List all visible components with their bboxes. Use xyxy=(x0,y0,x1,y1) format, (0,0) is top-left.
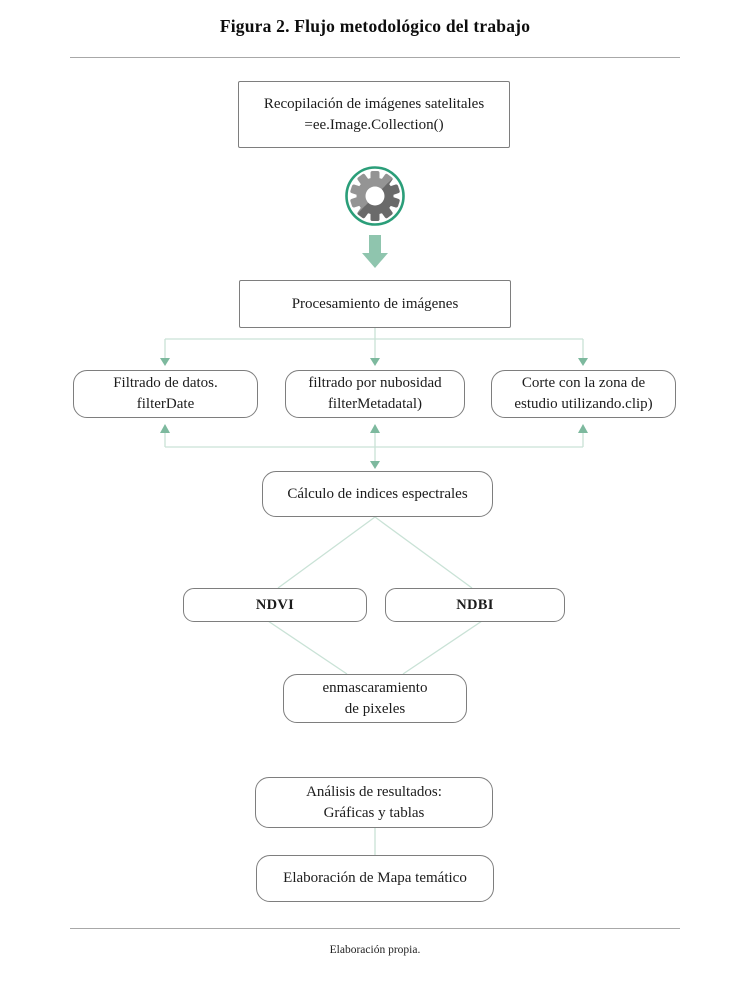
node-enmascaramiento-line1: enmascaramiento xyxy=(322,679,428,696)
node-filtrado-datos xyxy=(73,370,258,418)
node-filtrado-nubosidad-line2: filterMetadatal) xyxy=(327,396,423,412)
node-corte-zona-line2: estudio utilizando.clip) xyxy=(514,396,653,412)
merge-links xyxy=(268,621,482,674)
figure-caption: Elaboración propia. xyxy=(329,944,421,956)
node-procesamiento-label: Procesamiento de imágenes xyxy=(291,295,459,312)
down-arrow-icon xyxy=(362,235,388,268)
node-corte-zona-line1: Corte con la zona de xyxy=(521,375,646,391)
node-procesamiento xyxy=(239,280,511,328)
node-ndvi xyxy=(183,588,367,622)
double-arrow-calculo xyxy=(370,424,380,469)
bottom-divider xyxy=(70,928,680,929)
node-enmascaramiento xyxy=(283,674,467,723)
node-analisis xyxy=(255,777,493,828)
diagonal-links xyxy=(278,517,472,588)
branch-arrows-down xyxy=(160,328,588,366)
node-ndbi-label: NDBI xyxy=(456,596,494,613)
node-analisis-line1: Análisis de resultados: xyxy=(306,783,442,800)
node-filtrado-nubosidad xyxy=(285,370,465,418)
node-mapa-label: Elaboración de Mapa temático xyxy=(283,870,467,886)
node-enmascaramiento-line2: de pixeles xyxy=(344,700,406,717)
top-divider xyxy=(70,57,680,58)
node-calculo-label: Cálculo de indices espectrales xyxy=(287,485,468,502)
node-filtrado-datos-line2: filterDate xyxy=(136,396,195,412)
gear-icon xyxy=(347,168,404,225)
node-mapa xyxy=(256,855,494,902)
node-analisis-line2: Gráficas y tablas xyxy=(323,804,425,821)
node-ndbi xyxy=(385,588,565,622)
node-calculo xyxy=(262,471,493,517)
node-filtrado-nubosidad-line1: filtrado por nubosidad xyxy=(308,375,442,391)
branch-arrows-up xyxy=(160,424,588,447)
node-filtrado-datos-line1: Filtrado de datos. xyxy=(113,375,218,391)
node-recopilacion-line2: =ee.Image.Collection() xyxy=(304,116,444,133)
node-ndvi-label: NDVI xyxy=(255,596,295,613)
node-recopilacion-line1: Recopilación de imágenes satelitales xyxy=(263,95,485,112)
figure-title: Figura 2. Flujo metodológico del trabajo xyxy=(219,16,531,36)
node-corte-zona xyxy=(491,370,676,418)
node-recopilacion xyxy=(238,81,510,148)
